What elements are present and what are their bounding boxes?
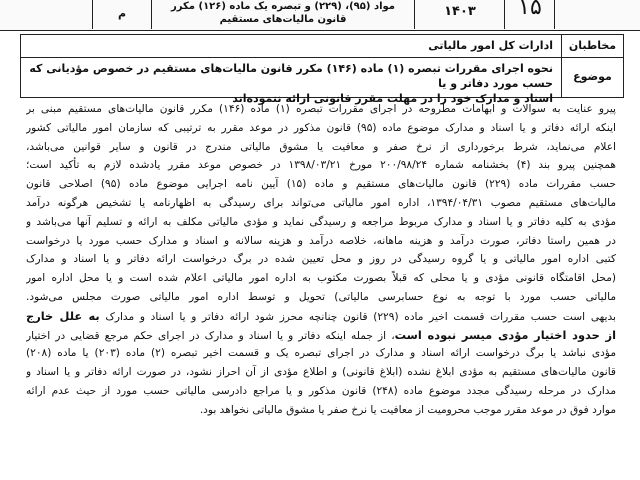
body-line: (محل اقامتگاه قانونی مؤدی و یا محلی که قبلاً بصورت مکتوب به اداره امور مالیاتی اعلام شده است و یا محل اداره امور [26, 272, 616, 285]
header-table [20, 34, 624, 105]
body-line: مؤدی به کلیه دفاتر و یا اسناد و مدارک مربوط مراجعه و رسیدگی نماید و مؤدی مالیاتی مکلف به ارائه و تسلیم آنها می‌باشد و [26, 215, 616, 228]
body-line: اعلام می‌نماید، شرط برخورداری از نرخ صفر و معافیت یا مشوق مالیاتی مندرج در قانون و سایر قوانین می‌باشد، [26, 140, 616, 153]
top-cell-letter-text: م [117, 7, 127, 20]
body-line: همچنین پیرو بند (۴) بخشنامه شماره ۲۰۰/۹۸/۲۴ مورخ ۱۳۹۸/۰۳/۲۱ در خصوص موعد مقرر یادشده لازم به تأکید است؛ [26, 159, 616, 172]
body-line: در همین راستا دفاتر، صورت درآمد و هزینه ماهانه، خلاصه درآمد و هزینه سالانه و اسناد و مدارک حسب مورد یا درخواست [26, 234, 616, 247]
top-cell-letter [92, 0, 152, 29]
top-table-row [0, 0, 640, 31]
addressee-row [21, 35, 623, 58]
top-cell-year [416, 0, 505, 29]
bold-phrase: از حدود اختیار مؤدی میسر نبوده است [394, 327, 616, 342]
addressee-value: ادارات کل امور مالیاتی [428, 39, 553, 52]
subject-line-2: اسناد و مدارک خود را در مهلت مقرر قانونی ارائه ننموده‌اند [232, 92, 553, 105]
body-line: پیرو عنایت به سوالات و ابهامات مطروحه در اجرای مقررات تبصره (۱) ماده (۱۴۶) مکرر قانون مالیات‌های مستقیم مبنی بر [26, 103, 616, 115]
subject-row [21, 57, 623, 105]
body-line: از حدود اختیار مؤدی میسر نبوده است، از جمله اینکه دفاتر و یا اسناد و مدارک در اجرای حکم مرجع قضایی در اختیار [26, 327, 616, 342]
circular-number-text: ۱۵ [518, 0, 542, 20]
body-line: اینکه ارائه دفاتر و یا اسناد و مدارک موضوع ماده (۹۵) قانون مذکور در موعد مقرر به ترتیبی که سازمان امور مالیاتی کشور [26, 121, 616, 134]
addressee-label: مخاطبان [561, 35, 623, 57]
body-line: کتبی اداره امور مالیاتی و یا گروه رسیدگی در روز و محل تعیین شده در برگ درخواست ارائه دفاتر و یا اسناد و مدارک [26, 253, 616, 266]
body-line: قانون مالیات‌های مستقیم به مؤدی ابلاغ نشده (ابلاغ قانونی) و اطلاع مؤدی از آن احراز نشود، در صورت ارائه دفاتر و یا اسناد و [26, 366, 616, 379]
circular-body [26, 100, 616, 420]
top-cell-number [506, 0, 555, 29]
body-line: بدیهی است حسب مقررات قسمت اخیر ماده (۲۲۹) قانون چنانچه محرز شود ارائه دفاتر و یا اسناد و مدارک به علل خارج [26, 308, 616, 323]
subject-line-1: نحوه اجرای مقررات تبصره (۱) ماده (۱۴۶) مکرر قانون مالیات‌های مستقیم در خصوص مؤدیانی که حسب مورد دفاتر و یا [29, 62, 553, 90]
subject-label: موضوع [561, 57, 623, 97]
top-cell-related-articles [152, 0, 415, 29]
body-line: مؤدی نباشد یا برگ درخواست ارائه اسناد و مدارک در اجرای تبصره یک و قسمت اخیر تبصره (۲) ماده (۲۰۳) یا ماده (۲۰۸) [26, 347, 616, 360]
year-text: ۱۴۰۳ [444, 4, 476, 19]
body-line: مدارک در مرحله رسیدگی مجدد موضوع ماده (۲۴۸) قانون مذکور و یا مراجع دادرسی مالیاتی حسب مورد از حیث عدم ارائه [26, 384, 616, 397]
bold-phrase: به علل خارج [26, 308, 100, 323]
related-articles-line-1: مواد (۹۵)، (۲۲۹) و تبصره یک ماده (۱۲۶) مکرر [171, 1, 395, 12]
body-line: مالیاتی حسب مورد با توجه به نوع حسابرسی مالیاتی) تحویل و توسط اداره امور مالیاتی صورت مجلس می‌شود. [26, 290, 616, 303]
body-line: حسب مقررات ماده (۲۲۹) قانون مالیات‌های مستقیم و ماده (۱۵) آیین نامه اجرایی موضوع ماده (۹۵) اصلاحی قانون [26, 178, 616, 191]
body-line: موارد فوق در موعد مقرر موجب محرومیت از معافیت یا نرخ صفر یا مشوق مالیاتی نخواهد بود. [199, 403, 616, 416]
body-line: مالیات‌های مستقیم مصوب ۱۳۹۴/۰۴/۳۱، اداره امور مالیاتی می‌تواند برای رسیدگی به اظهارنامه یا تشخیص هرگونه درآمد [26, 196, 616, 209]
related-articles-line-2: قانون مالیات‌های مستقیم [219, 14, 347, 25]
